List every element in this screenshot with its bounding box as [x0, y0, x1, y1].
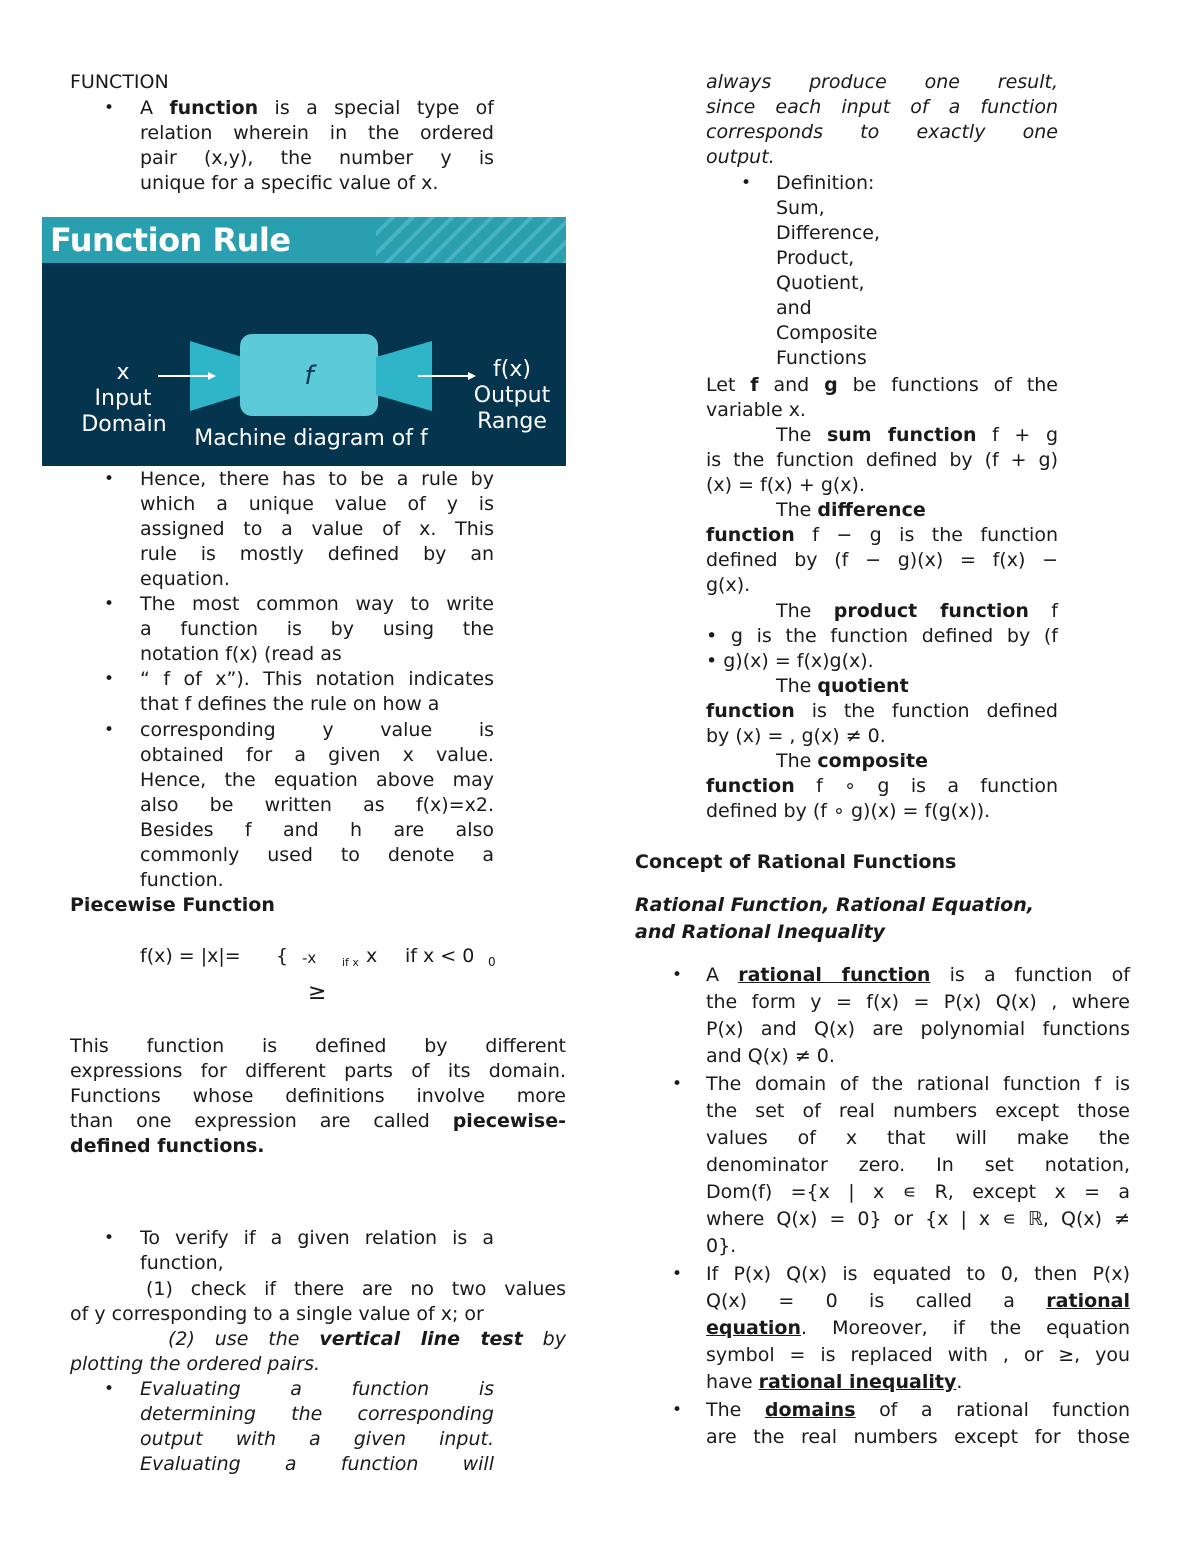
bullet: • — [672, 1074, 683, 1094]
piecewise-brace: { — [276, 945, 289, 967]
output-label: Output — [473, 383, 551, 408]
piecewise-neg: -x — [302, 949, 317, 967]
bullet: • — [104, 1228, 115, 1248]
figure-caption: Machine diagram of f — [194, 426, 428, 451]
input-label: Input — [94, 386, 152, 411]
bullet-1-text: A function is a special type of relation wherein in the ordered pair (x,y), the number y is unique for a specific value of x. — [140, 97, 495, 194]
check-line-1: (1) check if there are no two values — [146, 1278, 566, 1300]
concept-heading: Concept of Rational Functions — [635, 851, 957, 873]
figure-title: Function Rule — [50, 221, 291, 259]
piecewise-geq: ≥ — [308, 980, 327, 1005]
piecewise-cond: if x < 0 — [405, 945, 475, 967]
bullet-2-text: Hence, there has to be a rule by which a unique value of y is assigned to a value of x. This rule is mostly defined by an equation. — [140, 468, 494, 590]
composite-definition: The composite function f ∘ g is a function defined by (f ∘ g)(x) = f(g(x)). — [706, 750, 1058, 822]
rational-bullet-2: The domain of the rational function f is the set of real numbers except those values of x that will make the denominator zero. In set notation, Dom(f) ={x | x ∊ R, except x = a where Q(x) = 0} or {x | x ∊ ℝ, Q(x) ≠ 0}. — [706, 1073, 1130, 1257]
bullet: • — [104, 98, 115, 118]
rational-bullet-3: If P(x) Q(x) is equated to 0, then P(x) Q(x) = 0 is called a rational equation. Moreover, if the equation symbol = is replaced with , or ≥, you have rational inequality. — [706, 1263, 1130, 1393]
piecewise-ifx: if x — [342, 956, 359, 969]
check-line-2: of y corresponding to a single value of x; or — [70, 1303, 484, 1325]
bullet-3-text: The most common way to write a function is by using the notation f(x) (read as — [140, 593, 494, 665]
bullet: • — [104, 594, 115, 614]
bullet: • — [104, 720, 115, 740]
definition-list: Definition: Sum, Difference, Product, Quotient, and Composite Functions — [776, 172, 880, 369]
bullet: • — [104, 469, 115, 489]
bullet: • — [672, 1264, 683, 1284]
range-label: Range — [477, 409, 547, 434]
product-definition: The product function f • g is the function defined by (f • g)(x) = f(x)g(x). — [706, 600, 1058, 672]
function-rule-figure — [42, 217, 566, 466]
f-symbol: f — [304, 361, 314, 391]
difference-definition: The difference function f − g is the function defined by (f − g)(x) = f(x) − g(x). — [706, 499, 1058, 596]
bullet-4-text: “ f of x”). This notation indicates that f defines the rule on how a — [140, 668, 494, 715]
bullet-5-text: corresponding y value is obtained for a given x value. Hence, the equation above may also be written as f(x)=x2. Besides f and h are also commonly used to denote a function. — [140, 719, 494, 891]
sum-definition: The sum function f + g is the function defined by (f + g) (x) = f(x) + g(x). — [706, 424, 1059, 496]
bullet: • — [104, 669, 115, 689]
rational-bullet-1: A rational function is a function of the form y = f(x) = P(x) Q(x) , where P(x) and Q(x) are polynomial functions and Q(x) ≠ 0. — [706, 964, 1130, 1067]
piecewise-lhs: f(x) = |x|= — [140, 945, 241, 967]
domain-label: Domain — [81, 412, 167, 437]
piecewise-paragraph: This function is defined by different expressions for different parts of its domain. Functions whose definitions involve more than one expression are called piecewise- defined functions. — [70, 1035, 566, 1157]
bullet: • — [104, 1379, 115, 1399]
vertical-line-test-line: (2) use the vertical line test by — [168, 1328, 566, 1350]
bullet: • — [741, 173, 752, 193]
fx-label: f(x) — [493, 357, 531, 382]
bullet: • — [672, 965, 683, 985]
let-statement: Let f and g be functions of the variable x. — [706, 374, 1058, 421]
bullet: • — [672, 1400, 683, 1420]
bullet-6-text: To verify if a given relation is a function, — [140, 1227, 494, 1274]
piecewise-zero: 0 — [488, 955, 496, 969]
rational-subheading: Rational Function, Rational Equation, and Rational Inequality — [635, 894, 1034, 943]
quotient-definition: The quotient function is the function defined by (x) = , g(x) ≠ 0. — [706, 675, 1058, 747]
input-x-label: x — [116, 360, 130, 385]
heading-function: FUNCTION — [70, 71, 169, 93]
piecewise-x: x — [366, 945, 378, 967]
continued-text: always produce one result, since each input of a function corresponds to exactly one output. — [706, 71, 1058, 168]
bullet-7-text: Evaluating a function is determining the corresponding output with a given input. Evaluating a function will — [140, 1378, 494, 1475]
vertical-line-test-line-2: plotting the ordered pairs. — [70, 1353, 321, 1375]
piecewise-heading: Piecewise Function — [70, 894, 275, 916]
rational-bullet-4: The domains of a rational function are the real numbers except for those — [706, 1399, 1131, 1448]
